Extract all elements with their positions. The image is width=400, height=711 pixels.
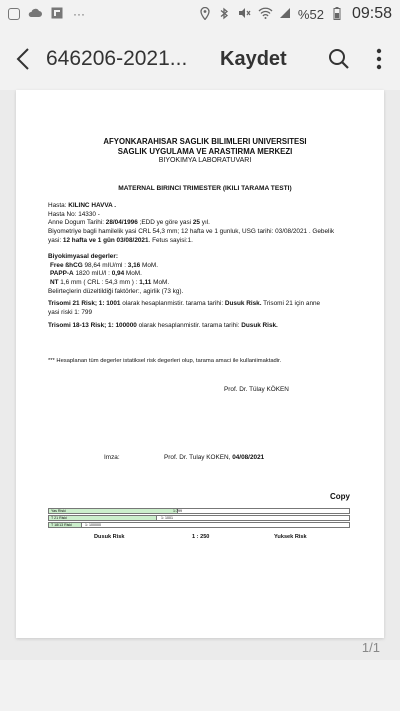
trisomy-21-result (48, 300, 362, 317)
scale-low-label: Dusuk Risk (94, 534, 125, 540)
t18-risk-bar (48, 522, 350, 528)
document-title: 646206-2021... (46, 47, 188, 70)
hcg-row (48, 262, 362, 271)
t21-risk: Trisomi 21 Risk; 1: 1001 (48, 300, 121, 307)
papp-row (48, 270, 362, 279)
battery-text: %52 (297, 6, 324, 22)
scale-high-label: Yuksek Risk (274, 534, 307, 540)
doctor-name: Prof. Dr. Tülay KÖKEN (224, 386, 289, 393)
t18-risk: Trisomi 18-13 Risk; 1: 100000 (48, 322, 137, 329)
flipboard-icon (50, 7, 64, 21)
age-value: 25 (192, 219, 200, 227)
scale-mid-label: 1 : 250 (192, 534, 210, 540)
biometry-line: Biyometriye bagli hamilelik yasi CRL 54,3 mm; 12 hafta ve 1 gunluk, USG tarihi: 03/08/2021 . Gebelik (48, 227, 335, 235)
back-arrow-icon (16, 48, 30, 70)
signature-line (164, 454, 264, 463)
t21-risk-bar-value: 1: 1001 (161, 516, 173, 520)
test-title: MATERNAL BIRINCI TRIMESTER (IKILI TARAMA TESTI) (118, 185, 292, 192)
gallery-icon (8, 8, 20, 20)
dob-value: 28/04/1996 (105, 219, 138, 227)
cloud-icon (28, 7, 42, 21)
ga-value: 12 hafta ve 1 gün 03/08/2021 (62, 236, 149, 244)
age-unit: yıl. (199, 219, 210, 227)
trisomy-18-13-result (48, 322, 362, 331)
nt-value: 1,6 mm ( CRL : 54,3 mm ) : (58, 278, 140, 286)
battery-icon (330, 7, 344, 21)
status-bar (0, 0, 400, 28)
wifi-icon (258, 7, 272, 21)
signature-date: 04/08/2021 (232, 454, 265, 461)
biochemical-values (48, 253, 362, 296)
t18-risk-bar-value: 1: 100000 (85, 523, 101, 527)
institution-header (48, 137, 362, 156)
bottom-bar (0, 660, 400, 711)
more-vertical-icon (376, 48, 382, 70)
patient-name: KILINC HAVVA . (68, 202, 117, 209)
t18-category: Dusuk Risk. (241, 322, 278, 329)
hcg-name: Free ßhCG (50, 261, 83, 269)
more-options-button[interactable] (358, 39, 400, 79)
age-risk-bar-label: Yas Riski (51, 509, 66, 513)
search-button[interactable] (320, 39, 358, 79)
t18-text: olarak hesaplanmistir. tarama tarihi: (136, 322, 242, 329)
lab-name: BIYOKIMYA LABORATUVARI (158, 157, 252, 164)
dob-label: Anne Dogum Tarihi: (48, 219, 106, 227)
location-icon (198, 7, 212, 21)
nt-unit: MoM. (151, 278, 170, 286)
disclaimer-note: *** Hesaplanan tüm degerler istatiksel risk degerleri olup, tarama amaci ile kullaniimaktadir. (48, 358, 282, 364)
document-viewer[interactable] (0, 90, 400, 660)
papp-value: 1820 mIU/l : (73, 270, 112, 278)
t21-text: olarak hesaplanmistir. tarama tarihi: (120, 300, 225, 307)
save-button[interactable]: Kaydet (220, 47, 287, 70)
document-page (16, 90, 384, 638)
nt-mom: 1,11 (139, 278, 152, 286)
institution-name: AFYONKARAHISAR SAGLIK BILIMLERI UNIVERSITESI (103, 137, 307, 146)
signature-name: Prof. Dr. Tulay KOKEN, (164, 454, 233, 461)
t21-risk-bar (48, 515, 350, 521)
t21-risk-bar-label: T 21 Riski (51, 516, 67, 520)
clock: 09:58 (351, 5, 392, 22)
t21-note: Trisomi 21 için anne (261, 300, 321, 307)
t21-category: Dusuk Risk. (224, 300, 262, 307)
bluetooth-icon (218, 7, 232, 21)
age-label: ;EDD ye göre yasi (137, 219, 193, 227)
copy-label: Copy (330, 492, 350, 501)
hcg-unit: MoM. (140, 261, 158, 269)
fetus-count: . Fetus sayisi:1. (148, 236, 193, 244)
papp-unit: MoM. (124, 270, 142, 278)
page-indicator: 1/1 (361, 640, 380, 655)
t18-risk-bar-label: T 18/13 Riski (51, 523, 72, 527)
age-risk-bar (48, 508, 350, 514)
nt-name: NT (50, 278, 59, 286)
app-bar (0, 28, 400, 90)
back-button[interactable] (0, 28, 46, 90)
signature-label: Imza: (104, 454, 120, 461)
age-risk-line: yasi riski 1: 799 (48, 308, 93, 316)
hcg-value: 98,64 mIU/ml : (82, 261, 128, 269)
papp-mom: 0,94 (111, 270, 125, 278)
mute-icon (238, 7, 252, 21)
more-notifications-icon: ··· (73, 7, 85, 21)
bio-title: Biyokimyasal degerler: (48, 253, 118, 260)
age-risk-fill (49, 509, 178, 513)
signal-icon (278, 7, 292, 21)
papp-name: PAPP-A (50, 270, 74, 278)
center-name: SAGLIK UYGULAMA VE ARASTIRMA MERKEZI (117, 146, 293, 156)
age-risk-bar-value: 1:799 (173, 509, 182, 513)
ga-label: yasi: (48, 236, 63, 244)
nt-row (48, 279, 362, 288)
search-icon (328, 48, 350, 70)
correction-factors: Belirteçlerin düzeltildiği faktörler:, agirlik (73 kg). (48, 287, 184, 295)
patient-info (48, 202, 362, 245)
patient-label: Hasta: (48, 202, 69, 209)
patient-number: Hasta No: 14330 - (48, 210, 100, 218)
hcg-mom: 3,16 (127, 261, 141, 269)
